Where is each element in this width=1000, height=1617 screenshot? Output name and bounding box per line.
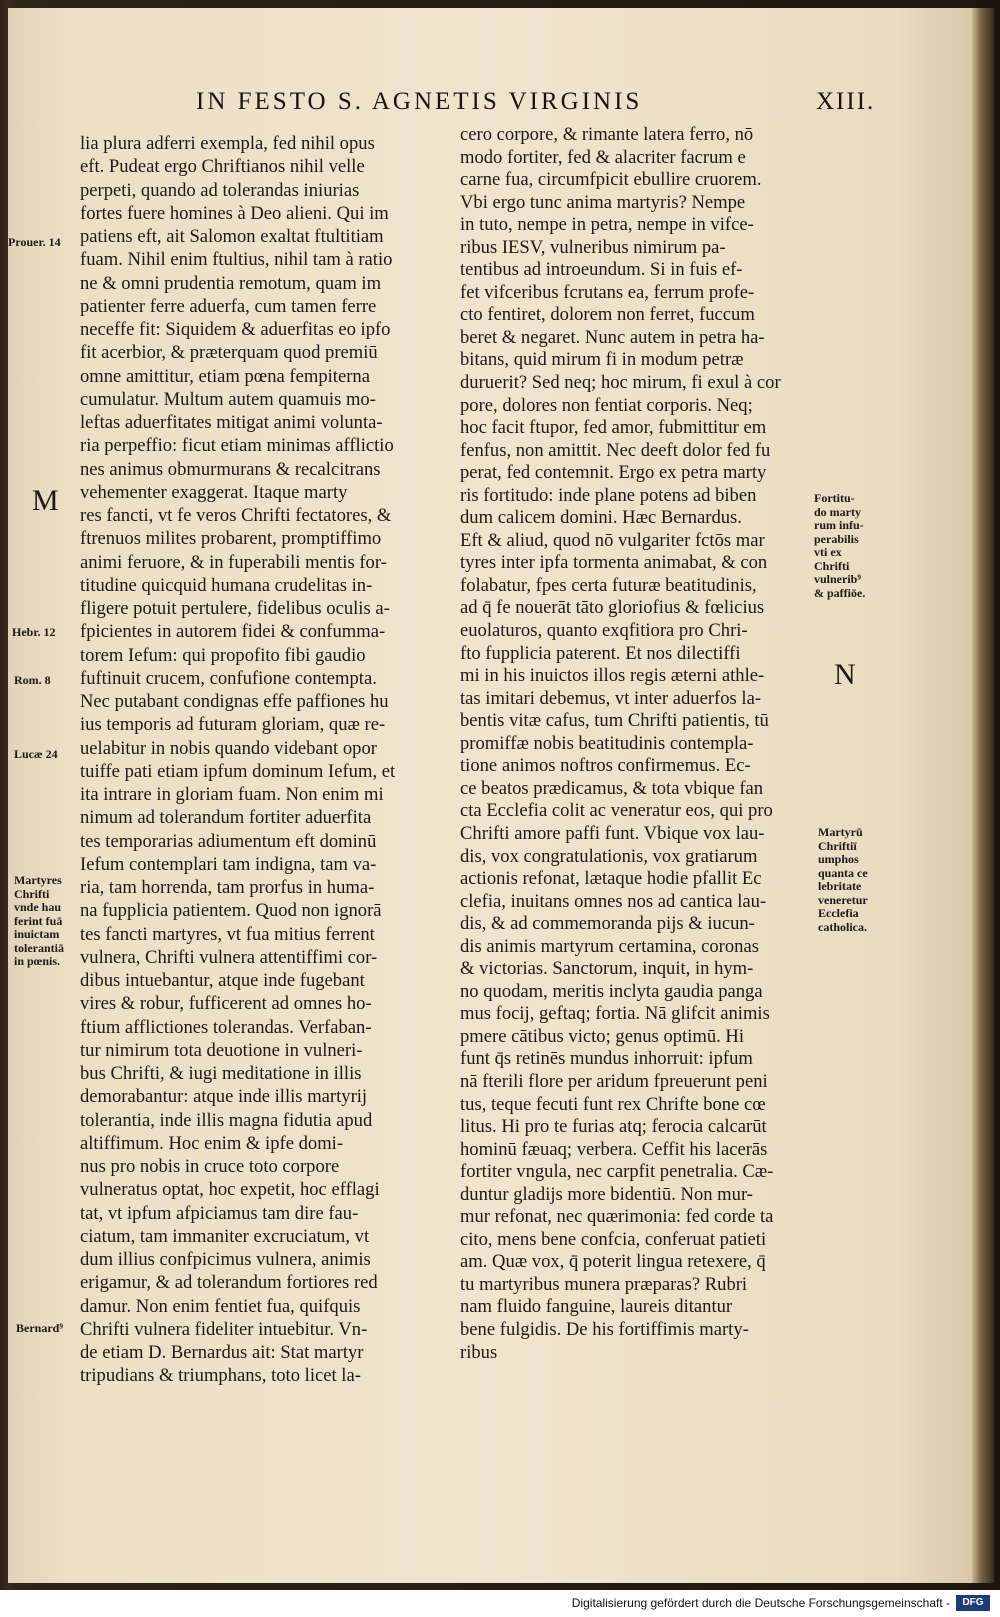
left-column-line: fpicientes in autorem fidei & confumma- [80,621,386,643]
left-column-line: vires & robur, fufficerent ad omnes ho- [80,993,372,1015]
left-column-line: ftrenuos milites probarent, promptiffimo [80,528,382,550]
left-column-line: nimum ad tolerandum fortiter aduerfita [80,807,372,829]
initial-letter-m: M [32,484,59,517]
left-column-line: Iefum contemplari tam indigna, tam va- [80,853,377,875]
right-column-line: am. Quæ vox, q̄ poterit lingua retexere, q̄ [460,1251,766,1273]
right-column-line: fet vifceribus fcrutans ea, ferrum profe- [460,281,755,303]
left-column-line: res fancti, vt fe veros Chrifti fectatores, & [80,505,392,526]
left-column-line: damur. Non enim fentiet fua, quifquis [80,1295,361,1317]
margin-note-line: ferint fuā [14,913,63,928]
left-column-line: dibus intuebantur, atque inde fugebant [80,970,365,991]
margin-note-line: tolerantiā [14,940,64,955]
right-column-line: tus, teque fecuti funt rex Chrifte bone cœ [460,1093,766,1115]
left-column-line: ria perpeffio: ficut etiam minimas afflictio [80,435,394,457]
margin-note-martyres [14,874,64,969]
right-column-line: nam fluido fanguine, laureis ditantur [460,1296,733,1318]
left-column-line: fortes fuere homines à Deo alieni. Qui im [80,202,389,224]
left-column-line: dum illius confpicimus vulnera, animis [80,1249,371,1270]
margin-note-luke: Lucæ 24 [14,747,58,761]
margin-note-hebrews: Hebr. 12 [12,625,56,639]
left-column-line: fligere potuit pertulere, fidelibus oculis a- [80,598,390,619]
right-column-line: fortiter vngula, nec carpfit penetralia. Cæ- [460,1161,774,1183]
left-column-line: uelabitur in nobis quando videbant opor [80,737,377,759]
right-column-line: carne fua, circumfpicit ebullire cruorem. [460,169,762,191]
margin-note-proverbs: Prouer. 14 [8,235,61,249]
left-column-line: ita intrare in gloriam fuam. Non enim mi [80,784,384,805]
right-column-line: cta Ecclefia colit ac veneratur eos, qui pro [460,800,773,822]
left-column-line: Nec putabant condignas effe paffiones hu [80,691,389,712]
margin-note-line: Chrifti [814,558,850,573]
left-column-line: vulneratus optat, hoc expetit, hoc efflagi [80,1179,380,1201]
left-column-line: fit acerbior, & præterquam quod premiū [80,342,378,364]
left-column-line: ria, tam horrenda, tam prorfus in huma- [80,877,375,898]
right-column-line: hoc facit ftupor, fed amor, fubmittitur em [460,417,767,439]
margin-note-line: do marty [814,504,861,519]
left-column-line: eft. Pudeat ergo Chriftianos nihil velle [80,156,365,178]
margin-note-line: Fortitu- [814,491,855,505]
left-column-line: tes temporarias adiumentum eft dominū [80,830,377,852]
left-column-line: tat, vt ipfum afpiciamus tam dire fau- [80,1202,359,1224]
right-column-line: dis, vox congratulationis, vox gratiarum [460,845,758,867]
right-column-line: cito, mens bene confcia, conferuat patieti [460,1228,767,1250]
margin-note-line: inuictam [14,927,60,941]
margin-note-line: Chriftiī [818,838,857,853]
right-column-line: folabatur, fpes certa futuræ beatitudinis, [460,574,757,596]
right-column-line: mi in his inuictos illos regis æterni athle- [460,665,765,687]
margin-note-line: vti ex [814,545,842,559]
right-column-line: nā fterili flore per aridum fpreuerunt peni [460,1070,768,1092]
right-column-line: hominū fæuaq; verbera. Ceffit his lacerās [460,1138,768,1160]
left-column-line: Chrifti vulnera fideliter intuebitur. Vn- [80,1318,368,1340]
right-column-line: dis animis martyrum certamina, coronas [460,935,759,957]
right-column-line: fto fupplicia paterent. Et nos dilectiffi [460,642,741,664]
left-column-line: patiens eft, ait Salomon exaltat ftultitiam [80,226,384,247]
right-column-line: actionis refonat, lætaque hodie pfallit Ec [460,868,762,890]
left-column-line: leftas aduerfitates mitigat animi volunta- [80,412,383,433]
right-column-line: clefia, inuitans omnes nos ad cantica lau- [460,890,767,912]
margin-note-line: & paffiōe. [814,585,866,600]
left-column-line: tripudians & triumphans, toto licet la- [80,1365,361,1387]
margin-note-fortitudo [814,492,865,600]
right-column-line: Vbi ergo tunc anima martyris? Nempe [460,191,746,213]
margin-note-line: Martyrū [818,825,863,839]
right-column-line: dum calicem domini. Hæc Bernardus. [460,507,742,529]
left-column-line: lia plura adferri exempla, fed nihil opus [80,133,375,154]
left-column-line: fuftinuit crucem, confufione contempta. [80,667,377,689]
right-column-line: promiffæ nobis beatitudinis contempla- [460,732,754,754]
right-column-line: cto fentiret, dolorem non ferret, fuccum [460,304,755,326]
right-column-line: dis, & ad commemoranda pijs & iucun- [460,913,755,935]
right-column-line: tione animos noftros confirmemus. Ec- [460,755,751,777]
left-column-line: animi feruore, & in fuperabili mentis for- [80,551,387,573]
right-column-line: tyres inter ipfa tormenta animabat, & con [460,552,768,574]
right-column-line: ribus [460,1341,498,1363]
left-column-line: tur nimirum tota deuotione in vulneri- [80,1039,363,1061]
margin-note-line: umphos [818,852,859,866]
right-column-line: & victorias. Sanctorum, inquit, in hym- [460,958,754,980]
dfg-logo: DFG [956,1595,990,1611]
left-column-line: titudine quicquid humana crudelitas in- [80,574,373,596]
right-column-line: pore, dolores non fentiat corporis. Neq; [460,394,753,416]
left-column-line: perpeti, quando ad tolerandas iniurias [80,179,360,201]
left-column-line: vulnera, Chrifti vulnera attentiffimi cor- [80,946,378,968]
margin-note-line: vulnerib⁹ [814,572,861,586]
left-column-line: na fupplicia patientem. Quod non ignorā [80,900,382,922]
right-column-line: modo fortiter, fed & alacriter facrum e [460,146,746,168]
left-column-line: cumulatur. Multum autem quamuis mo- [80,388,376,410]
left-column-line: tolerantia, inde illis magna fidutia apud [80,1109,373,1131]
right-text-column [460,124,815,1364]
right-column-line: bene fulgidis. De his fortiffimis marty- [460,1318,749,1340]
folio-number: XIII. [816,88,876,115]
left-column-line: nus pro nobis in cruce toto corpore [80,1156,340,1177]
left-column-line: vehementer exaggerat. Itaque marty [80,481,348,503]
margin-note-line: vnde hau [14,900,62,914]
left-column-line: omne amittitur, etiam pœna fempiterna [80,365,370,387]
margin-note-line: rum infu- [814,518,864,532]
right-column-line: fenfus, non amittit. Nec deeft dolor fed fu [460,439,771,461]
right-column-line: pmere cātibus victo; genus optimū. Hi [460,1025,745,1047]
right-column-line: litus. Hi pro te furias atq; ferocia calcarūt [460,1116,767,1138]
right-column-line: euolaturos, quanto exqfitiora pro Chri- [460,620,748,642]
right-column-line: beret & negaret. Nunc autem in petra ha- [460,326,765,348]
funding-notice: Digitalisierung gefördert durch die Deutsche Forschungsgemeinschaft - [571,1596,950,1610]
right-column-line: ris fortitudo: inde plane potens ad biben [460,484,757,506]
left-column-line: fuam. Nihil enim ftultius, nihil tam à ratio [80,249,393,271]
right-column-line: mur refonat, nec quærimonia: fed corde ta [460,1206,774,1228]
left-column-line: ciatum, tam immaniter excruciatum, vt [80,1225,370,1247]
margin-note-line: Chrifti [14,886,50,901]
right-column-line: perat, fed contemnit. Ergo ex petra marty [460,462,767,484]
margin-note-line: quanta ce [818,865,868,880]
right-column-line: tas imitari debemus, vt inter aduerfos la- [460,687,762,709]
margin-note-line: veneretur [818,892,868,907]
margin-note-line: Ecclefia [818,906,859,920]
right-column-line: cero corpore, & rimante latera ferro, nō [460,124,754,145]
left-column-line: patienter ferre aduerfa, cum tamen ferre [80,295,377,317]
left-column-line: neceffe fit: Siquidem & aduerfitas eo ipfo [80,319,391,340]
right-column-line: tu martyribus munera præparas? Rubri [460,1273,748,1295]
left-column-line: torem Iefum: qui propofito fibi gaudio [80,644,366,666]
right-column-line: Chrifti amore paffi funt. Vbique vox lau- [460,822,765,844]
right-column-line: mus focij, geftaq; fortia. Nā glifcit animis [460,1003,770,1025]
margin-note-bernard: Bernard⁹ [16,1321,63,1335]
right-column-line: bentis vitæ cafus, tum Chrifti patientis, tū [460,710,769,732]
right-column-line: ad q̄ fe nouerāt tāto gloriofius & fœlicius [460,597,765,619]
book-page [8,8,974,1583]
footer-bar [0,1590,1000,1617]
running-title: IN FESTO S. AGNETIS VIRGINIS [196,88,643,115]
right-column-line: in tuto, nempe in petra, nempe in vifce- [460,214,754,236]
left-column-line: ne & omni prudentia remotum, quam im [80,272,382,294]
right-column-line: duruerit? Sed neq; hoc mirum, fi exul à cor [460,372,781,394]
right-column-line: Eft & aliud, quod nō vulgariter fctōs mar [460,529,765,551]
left-column-line: tuiffe pati etiam ipfum dominum Iefum, et [80,760,396,782]
left-column-line: nes animus obmurmurans & recalcitrans [80,458,381,480]
running-header [8,86,972,126]
left-column-line: erigamur, & ad tolerandum fortiores red [80,1272,378,1294]
right-column-line: funt q̄s retinēs mundus inhorruit: ipfum [460,1048,753,1070]
left-column-line: altiffimum. Hoc enim & ipfe domi- [80,1132,344,1154]
left-text-column [80,132,450,1388]
right-column-line: duntur gladijs more bidentiū. Non mur- [460,1183,753,1205]
margin-note-martyrum [818,826,868,934]
left-column-line: ftium afflictiones tolerandas. Verfaban- [80,1016,372,1038]
page-edge [972,8,994,1583]
left-column-line: tes fancti martyres, vt fua mitius ferrent [80,923,375,945]
margin-note-romans: Rom. 8 [14,673,51,687]
right-column-line: bitans, quid mirum fi in modum petræ [460,349,744,371]
left-column-line: ius temporis ad futuram gloriam, quæ re- [80,714,386,736]
left-column-line: bus Chrifti, & iugi meditatione in illis [80,1063,362,1084]
right-column-line: ribus IESV, vulneribus nimirum pa- [460,236,726,258]
left-column-line: demorabantur: atque inde illis martyrij [80,1086,368,1108]
left-column-line: de etiam D. Bernardus ait: Stat martyr [80,1342,364,1363]
margin-note-line: in pœnis. [14,954,61,968]
initial-letter-n: N [834,658,856,691]
margin-note-line: Martyres [14,873,62,887]
right-column-line: ce beatos prædicamus, & tota vbique fan [460,777,764,799]
margin-note-line: catholica. [818,919,867,934]
margin-note-line: lebritate [818,879,862,893]
right-column-line: no quodam, meritis inclyta gaudia panga [460,980,763,1002]
margin-note-line: perabilis [814,531,859,546]
right-column-line: tentibus ad introeundum. Si in fuis ef- [460,259,743,281]
